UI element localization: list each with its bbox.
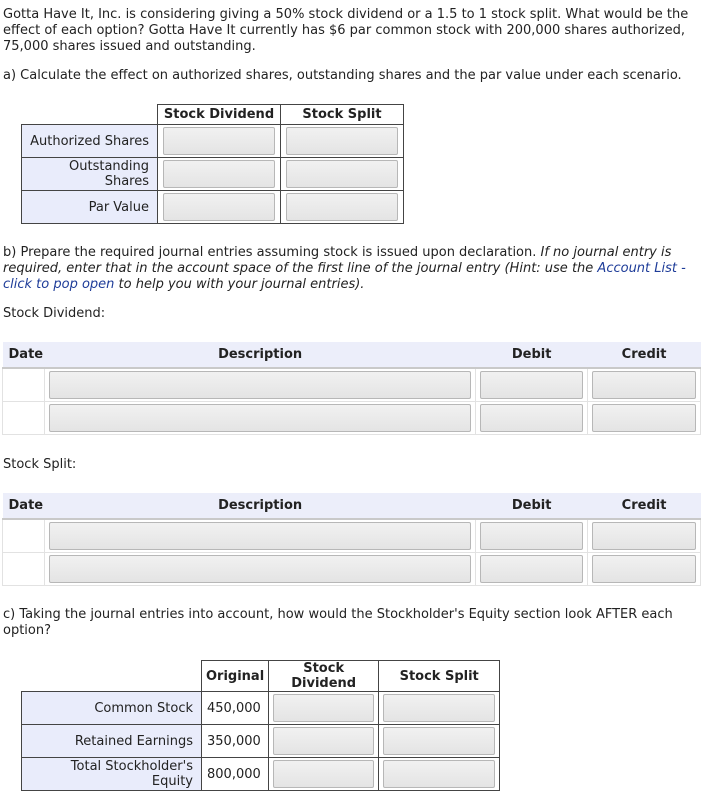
retained-earnings-split-input[interactable] (383, 727, 495, 755)
credit-input[interactable] (592, 555, 696, 583)
common-stock-dividend-input[interactable] (273, 694, 374, 722)
part-a-question: a) Calculate the effect on authorized shares, outstanding shares and the par value under each scenario. (3, 68, 682, 83)
authorized-split-input[interactable] (286, 127, 398, 155)
date-cell (3, 553, 45, 586)
scenario-effects-table (21, 104, 404, 224)
original-value: 350,000 (202, 725, 269, 758)
header-description: Description (44, 493, 475, 519)
common-stock-split-input[interactable] (383, 694, 495, 722)
stock-dividend-journal (2, 342, 701, 435)
par-dividend-input[interactable] (163, 193, 275, 221)
header-date: Date (3, 342, 45, 368)
description-input[interactable] (49, 404, 471, 432)
row-label-par-value: Par Value (22, 191, 158, 224)
debit-input[interactable] (480, 555, 583, 583)
date-cell (3, 368, 45, 402)
authorized-dividend-input[interactable] (163, 127, 275, 155)
table-row (22, 191, 404, 224)
col-stock-dividend: Stock Dividend (158, 105, 281, 125)
description-input[interactable] (49, 371, 471, 399)
stock-split-label: Stock Split: (3, 457, 77, 472)
table-row (3, 519, 701, 553)
header-credit: Credit (588, 493, 701, 519)
debit-input[interactable] (480, 522, 583, 550)
col-stock-dividend: Stock Dividend (269, 661, 379, 692)
part-c-question: c) Taking the journal entries into account, how would the Stockholder's Equity section look AFTER each option? (3, 607, 673, 638)
debit-input[interactable] (480, 404, 583, 432)
header-date: Date (3, 493, 45, 519)
row-label-authorized-shares: Authorized Shares (22, 125, 158, 158)
table-row (22, 725, 500, 758)
total-equity-split-input[interactable] (383, 760, 495, 788)
part-b-question: b) Prepare the required journal entries assuming stock is issued upon declaration. If no journal entry is required, enter that in the account space of the first line of the journal entry (Hint: use the Account List - click to pop open to help you with your journal entries). (3, 245, 686, 292)
par-split-input[interactable] (286, 193, 398, 221)
original-value: 800,000 (202, 758, 269, 791)
col-original: Original (202, 661, 269, 692)
col-stock-split: Stock Split (281, 105, 404, 125)
stock-dividend-label: Stock Dividend: (3, 306, 106, 321)
table-row (3, 402, 701, 435)
table-row (3, 553, 701, 586)
row-label-total-equity: Total Stockholder's Equity (22, 758, 202, 791)
original-value: 450,000 (202, 692, 269, 725)
total-equity-dividend-input[interactable] (273, 760, 374, 788)
row-label-common-stock: Common Stock (22, 692, 202, 725)
row-label-retained-earnings: Retained Earnings (22, 725, 202, 758)
stock-split-journal (2, 493, 701, 586)
credit-input[interactable] (592, 522, 696, 550)
outstanding-dividend-input[interactable] (163, 160, 275, 188)
account-list-link[interactable]: Account List - click to pop open (3, 261, 686, 292)
stockholders-equity-table (21, 660, 500, 791)
retained-earnings-dividend-input[interactable] (273, 727, 374, 755)
header-debit: Debit (476, 493, 588, 519)
table-row (22, 125, 404, 158)
table-row (22, 158, 404, 191)
outstanding-split-input[interactable] (286, 160, 398, 188)
description-input[interactable] (49, 555, 471, 583)
date-cell (3, 519, 45, 553)
table-row (22, 692, 500, 725)
credit-input[interactable] (592, 371, 696, 399)
description-input[interactable] (49, 522, 471, 550)
row-label-outstanding-shares: Outstanding Shares (22, 158, 158, 191)
col-stock-split: Stock Split (379, 661, 500, 692)
credit-input[interactable] (592, 404, 696, 432)
header-debit: Debit (476, 342, 588, 368)
header-description: Description (44, 342, 475, 368)
header-credit: Credit (588, 342, 701, 368)
problem-intro: Gotta Have It, Inc. is considering giving a 50% stock dividend or a 1.5 to 1 stock split. What would be the effect of each option? Gotta Have It currently has $6 par common stock with 200,000 shares authorized, 75,000 shares issued and outstanding. (3, 7, 689, 54)
debit-input[interactable] (480, 371, 583, 399)
table-row (3, 368, 701, 402)
date-cell (3, 402, 45, 435)
